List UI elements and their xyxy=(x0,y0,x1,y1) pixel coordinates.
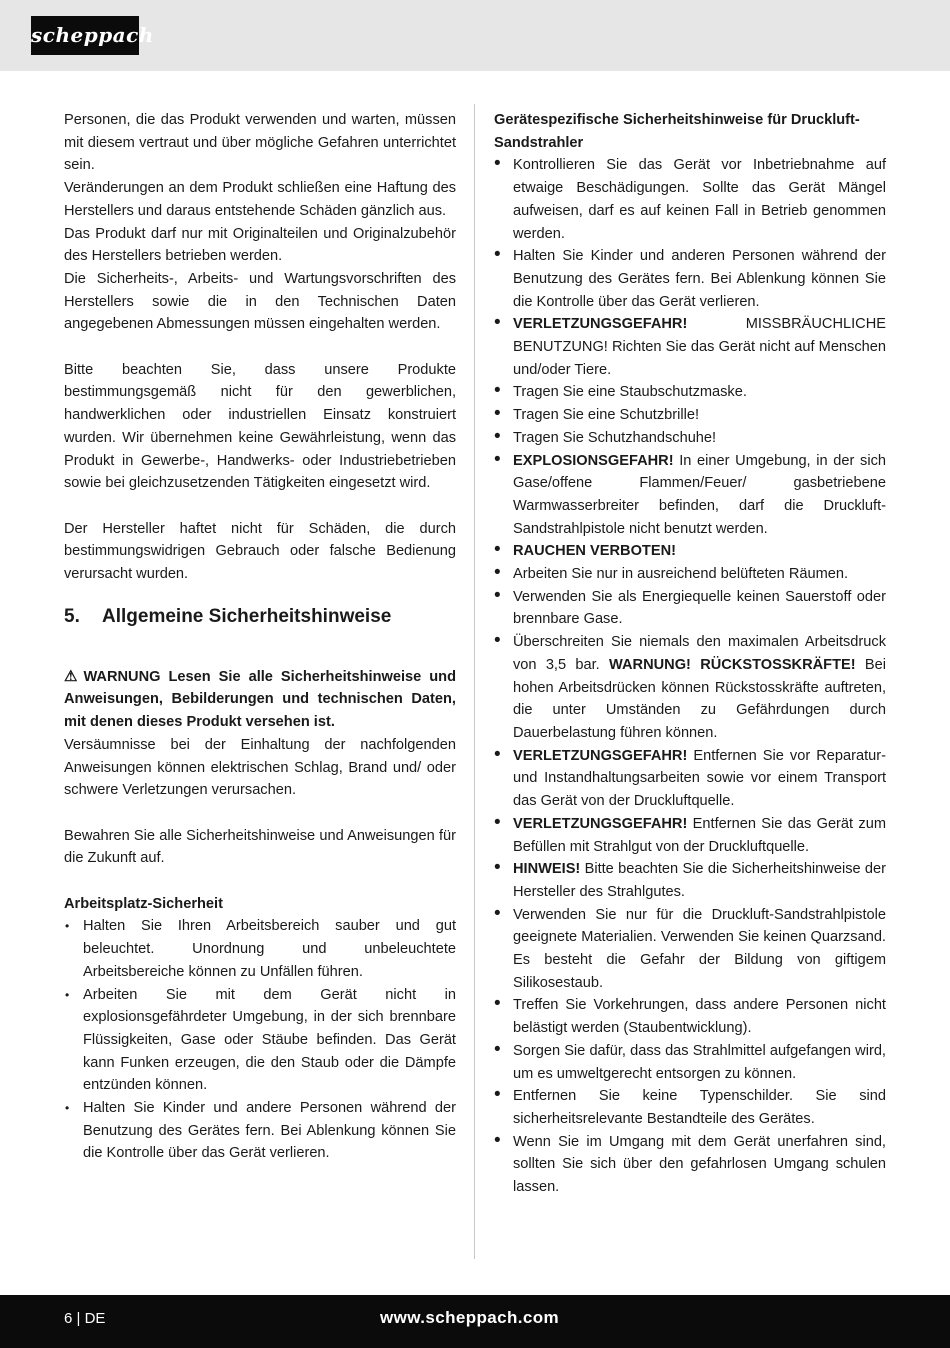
paragraph: Der Hersteller haftet nicht für Schäden, die durch bestimmungswidrigen Gebrauch oder falsche Bedienung verursacht wurden. xyxy=(64,520,456,583)
list-item xyxy=(494,450,886,541)
list-item-text: Treffen Sie Vorkehrungen, dass andere Personen nicht belästigt werden (Staubentwicklung). xyxy=(513,997,886,1037)
list-item-emphasis: VERLETZUNGSGEFAHR! xyxy=(513,815,688,832)
list-item-emphasis: WARNUNG! RÜCKSTOSSKRÄFTE! xyxy=(609,656,856,673)
list-item xyxy=(494,154,886,245)
list-item xyxy=(494,1085,886,1130)
list-item xyxy=(494,313,886,381)
list-item xyxy=(494,563,886,586)
section-title: Allgemeine Sicherheitshinweise xyxy=(102,605,392,627)
list-item-text: Bei hohen Arbeitsdrücken können Rückstosskräfte auftreten, die unter Umständen zu Gefährdungen durch Dauerbelastung führen können. xyxy=(513,656,886,741)
list-item xyxy=(494,381,886,404)
section-heading xyxy=(64,600,456,630)
list-item: • Halten Sie Kinder und andere Personen während der Benutzung des Gerätes fern. Bei Ablenkung können Sie die Kontrolle über das Gerät verlieren. xyxy=(64,1097,456,1165)
list-item xyxy=(494,404,886,427)
section-number: 5. xyxy=(64,605,80,627)
list-item-text: Entfernen Sie das Gerät zum Befüllen mit Strahlgut von der Druckluftquelle. xyxy=(513,815,886,855)
list-item: • Arbeiten Sie mit dem Gerät nicht in explosionsgefährdeter Umgebung, in der sich brennbare Flüssigkeiten, Gase oder Stäube befinden. Das Gerät kann Funken erzeugen, die den Staub oder die Dämpfe entzünden können. xyxy=(64,984,456,1098)
scheppach-logo: scheppach xyxy=(31,16,139,55)
warning-text: Versäumnisse bei der Einhaltung der nachfolgenden Anweisungen können elektrischen Schlag, Brand und/ oder schwere Verletzungen verursachen. xyxy=(64,736,456,799)
column-divider xyxy=(474,104,475,1259)
left-column xyxy=(64,109,456,1165)
list-item-text: Überschreiten Sie niemals den maximalen Arbeitsdruck von 3,5 bar. xyxy=(513,634,886,673)
list-item-text: Verwenden Sie nur für die Druckluft-Sandstrahlpistole geeignete Materialien. Verwenden Sie keinen Quarzsand. Es besteht die Gefahr der Bildung von giftigem Silikosestaub. xyxy=(513,906,886,991)
device-safety-heading: Gerätespezifische Sicherheitshinweise für Druckluft-Sandstrahler xyxy=(494,112,860,151)
warning-block xyxy=(64,666,456,734)
page-number: 6 | DE xyxy=(64,1310,106,1327)
list-item xyxy=(494,586,886,631)
right-column xyxy=(494,109,886,1199)
workplace-heading: Arbeitsplatz-Sicherheit xyxy=(64,895,223,912)
paragraph: Veränderungen an dem Produkt schließen eine Haftung des Herstellers und daraus entstehende Schäden gänzlich aus. xyxy=(64,180,456,219)
list-item xyxy=(494,1131,886,1199)
list-item-text: Arbeiten Sie nur in ausreichend belüfteten Räumen. xyxy=(513,566,849,583)
device-safety-list xyxy=(494,154,886,1198)
list-item-text: Tragen Sie eine Schutzbrille! xyxy=(513,407,700,424)
list-item xyxy=(494,540,886,563)
keep-instructions: Bewahren Sie alle Sicherheitshinweise und Anweisungen für die Zukunft auf. xyxy=(64,827,456,867)
website-link[interactable]: www.scheppach.com xyxy=(380,1308,560,1327)
list-item-text: Entfernen Sie vor Reparatur- und Instandhaltungsarbeiten sowie vor einem Transport das Gerät von der Druckluftquelle. xyxy=(513,747,886,810)
list-item: • Halten Sie Ihren Arbeitsbereich sauber und gut beleuchtet. Unordnung und unbeleuchtete Arbeitsbereiche können zu Unfällen führen. xyxy=(64,915,456,983)
list-item xyxy=(494,1040,886,1085)
list-item-text: Sorgen Sie dafür, dass das Strahlmittel aufgefangen wird, um es umweltgerecht entsorgen zu können. xyxy=(513,1042,886,1082)
list-item-text: MISSBRÄUCHLICHE BENUTZUNG! Richten Sie das Gerät nicht auf Menschen und/oder Tiere. xyxy=(513,316,886,378)
list-item-emphasis: VERLETZUNGSGEFAHR! xyxy=(513,747,688,764)
list-item xyxy=(494,813,886,858)
list-item-emphasis: VERLETZUNGSGEFAHR! xyxy=(513,316,688,333)
list-item xyxy=(494,745,886,813)
list-item-text: Kontrollieren Sie das Gerät vor Inbetriebnahme auf etwaige Beschädigungen. Sollte das Gerät Mängel aufweisen, darf es auf keinen Fall in Betrieb genommen werden. xyxy=(513,157,886,242)
list-item-text: In einer Umgebung, in der sich Gase/offene Flammen/Feuer/ gasbetriebene Warmwasserbreiter befinden, darf die Druckluft-Sandstrahlpistole nicht benutzt werden. xyxy=(513,452,886,537)
workplace-list xyxy=(64,915,456,1165)
list-item-emphasis: HINWEIS! xyxy=(513,861,581,878)
paragraph: Personen, die das Produkt verwenden und warten, müssen mit diesem vertraut und über mögliche Gefahren unterrichtet sein. xyxy=(64,112,456,174)
list-item-text: Halten Sie Kinder und anderen Personen während der Benutzung des Gerätes fern. Bei Ablenkung können Sie die Kontrolle über das Gerät verlieren. xyxy=(513,248,886,310)
list-item xyxy=(494,904,886,995)
header-bar xyxy=(0,0,950,71)
paragraph: Bitte beachten Sie, dass unsere Produkte bestimmungsgemäß nicht für den gewerblichen, handwerklichen oder industriellen Einsatz konstruiert wurden. Wir übernehmen keine Gewährleistung, wenn das Produkt in Gewerbe-, Handwerks- oder Industriebetrieben sowie bei gleichzusetzenden Tätigkeiten eingesetzt wird. xyxy=(64,361,456,492)
warning-triangle-icon: ⚠ xyxy=(64,667,78,685)
list-item-text: Bitte beachten Sie die Sicherheitshinweise der Hersteller des Strahlgutes. xyxy=(513,861,886,900)
footer-bar xyxy=(0,1295,950,1348)
paragraph: Das Produkt darf nur mit Originalteilen und Originalzubehör des Herstellers betrieben werden. xyxy=(64,225,456,265)
list-item-text: Verwenden Sie als Energiequelle keinen Sauerstoff oder brennbare Gase. xyxy=(513,588,886,628)
warning-bold-text: WARNUNG Lesen Sie alle Sicherheitshinweise und Anweisungen, Bebilderungen und technischen Daten, mit denen dieses Produkt versehen ist. xyxy=(64,668,456,731)
list-item-text: Tragen Sie Schutzhandschuhe! xyxy=(513,429,717,446)
list-item-emphasis: RAUCHEN VERBOTEN! xyxy=(513,543,676,560)
list-item xyxy=(494,994,886,1039)
list-item-text: Entfernen Sie keine Typenschilder. Sie sind sicherheitsrelevante Bestandteile des Gerätes. xyxy=(513,1088,886,1127)
paragraph: Die Sicherheits-, Arbeits- und Wartungsvorschriften des Herstellers sowie die in den Technischen Daten angegebenen Abmessungen müssen eingehalten werden. xyxy=(64,270,456,333)
list-item-text: Tragen Sie eine Staubschutzmaske. xyxy=(513,384,747,401)
list-item xyxy=(494,245,886,313)
list-item-text: Wenn Sie im Umgang mit dem Gerät unerfahren sind, sollten Sie sich über den gefahrlosen Umgang schulen lassen. xyxy=(513,1133,886,1196)
list-item xyxy=(494,631,886,745)
list-item xyxy=(494,427,886,450)
list-item-emphasis: EXPLOSIONSGEFAHR! xyxy=(513,452,674,469)
list-item xyxy=(494,858,886,903)
